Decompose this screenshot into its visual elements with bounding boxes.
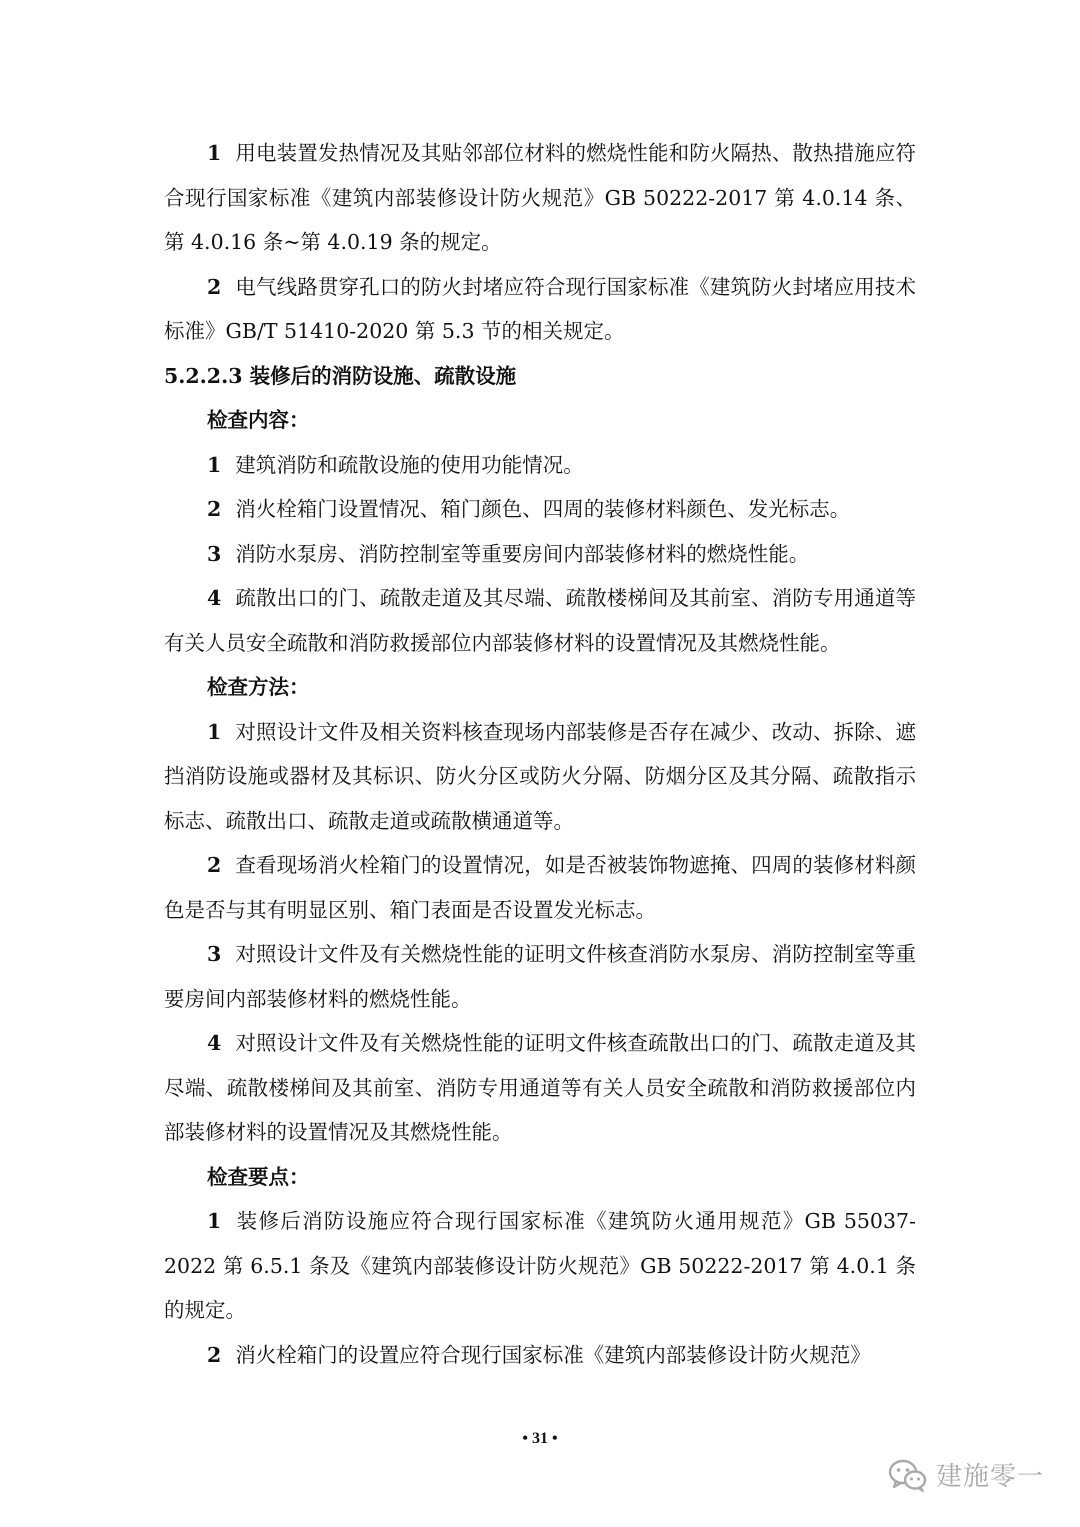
wechat-icon: [888, 1457, 928, 1493]
list-item: [164, 265, 916, 354]
list-item: [164, 487, 916, 532]
item-text: 电气线路贯穿孔口的防火封堵应符合现行国家标准《建筑防火封堵应用技术标准》GB/T 51410-2020 第 5.3 节的相关规定。: [164, 274, 916, 343]
subheading: 检查内容：: [207, 408, 310, 432]
page-number: • 31 •: [522, 1430, 558, 1447]
item-number: 3: [207, 541, 222, 566]
item-text: 消火栓箱门设置情况、箱门颜色、四周的装修材料颜色、发光标志。: [235, 497, 851, 521]
list-item: [164, 1021, 916, 1155]
item-number: 1: [207, 452, 222, 477]
section-heading: 5.2.2.3 装修后的消防设施、疏散设施: [164, 363, 517, 388]
list-item: [164, 1333, 916, 1378]
watermark: [888, 1456, 1044, 1493]
list-item: [164, 843, 916, 932]
subheading: 检查要点：: [207, 1164, 310, 1189]
list-item: [164, 131, 916, 265]
watermark-text: 建施零一: [935, 1462, 1044, 1492]
list-item: [164, 710, 916, 844]
item-number: 2: [207, 497, 222, 521]
document-body: [164, 131, 916, 1377]
item-number: 2: [207, 853, 222, 877]
item-text: 查看现场消火栓箱门的设置情况，如是否被装饰物遮掩、四周的装修材料颜色是否与其有明显区别、箱门表面是否设置发光标志。: [164, 853, 916, 922]
item-text: 建筑消防和疏散设施的使用功能情况。: [235, 452, 584, 477]
item-text: 疏散出口的门、疏散走道及其尽端、疏散楼梯间及其前室、消防专用通道等有关人员安全疏散和消防救援部位内部装修材料的设置情况及其燃烧性能。: [164, 586, 916, 655]
item-text: 消火栓箱门的设置应符合现行国家标准《建筑内部装修设计防火规范》: [235, 1342, 871, 1367]
item-text: 对照设计文件及相关资料核查现场内部装修是否存在减少、改动、拆除、遮挡消防设施或器材及其标识、防火分区或防火分隔、防烟分区及其分隔、疏散指示标志、疏散出口、疏散走道或疏散横通道等。: [164, 719, 916, 833]
item-text: 对照设计文件及有关燃烧性能的证明文件核查消防水泵房、消防控制室等重要房间内部装修材料的燃烧性能。: [164, 942, 916, 1011]
item-number: 4: [207, 1031, 222, 1055]
list-item: [164, 576, 916, 665]
item-number: 1: [207, 1209, 222, 1233]
item-number: 1: [207, 719, 222, 744]
item-number: 2: [207, 274, 222, 299]
list-item: [164, 932, 916, 1021]
item-number: 2: [207, 1342, 222, 1367]
item-text: 消防水泵房、消防控制室等重要房间内部装修材料的燃烧性能。: [235, 541, 810, 566]
list-item: [164, 532, 916, 577]
item-number: 3: [207, 942, 222, 966]
item-number: 1: [207, 141, 222, 165]
list-item: [164, 443, 916, 488]
subheading: 检查方法：: [207, 675, 310, 699]
item-text: 用电装置发热情况及其贴邻部位材料的燃烧性能和防火隔热、散热措施应符合现行国家标准《建筑内部装修设计防火规范》GB 50222-2017 第 4.0.14 条、第 4.0.16 条~第 4.0.19 条的规定。: [164, 141, 916, 254]
list-item: [164, 1199, 916, 1333]
item-number: 4: [207, 586, 222, 610]
item-text: 对照设计文件及有关燃烧性能的证明文件核查疏散出口的门、疏散走道及其尽端、疏散楼梯间及其前室、消防专用通道等有关人员安全疏散和消防救援部位内部装修材料的设置情况及其燃烧性能。: [164, 1031, 916, 1144]
item-text: 装修后消防设施应符合现行国家标准《建筑防火通用规范》GB 55037-2022 第 6.5.1 条及《建筑内部装修设计防火规范》GB 50222-2017 第 4.0.1 条的规定。: [164, 1209, 916, 1322]
